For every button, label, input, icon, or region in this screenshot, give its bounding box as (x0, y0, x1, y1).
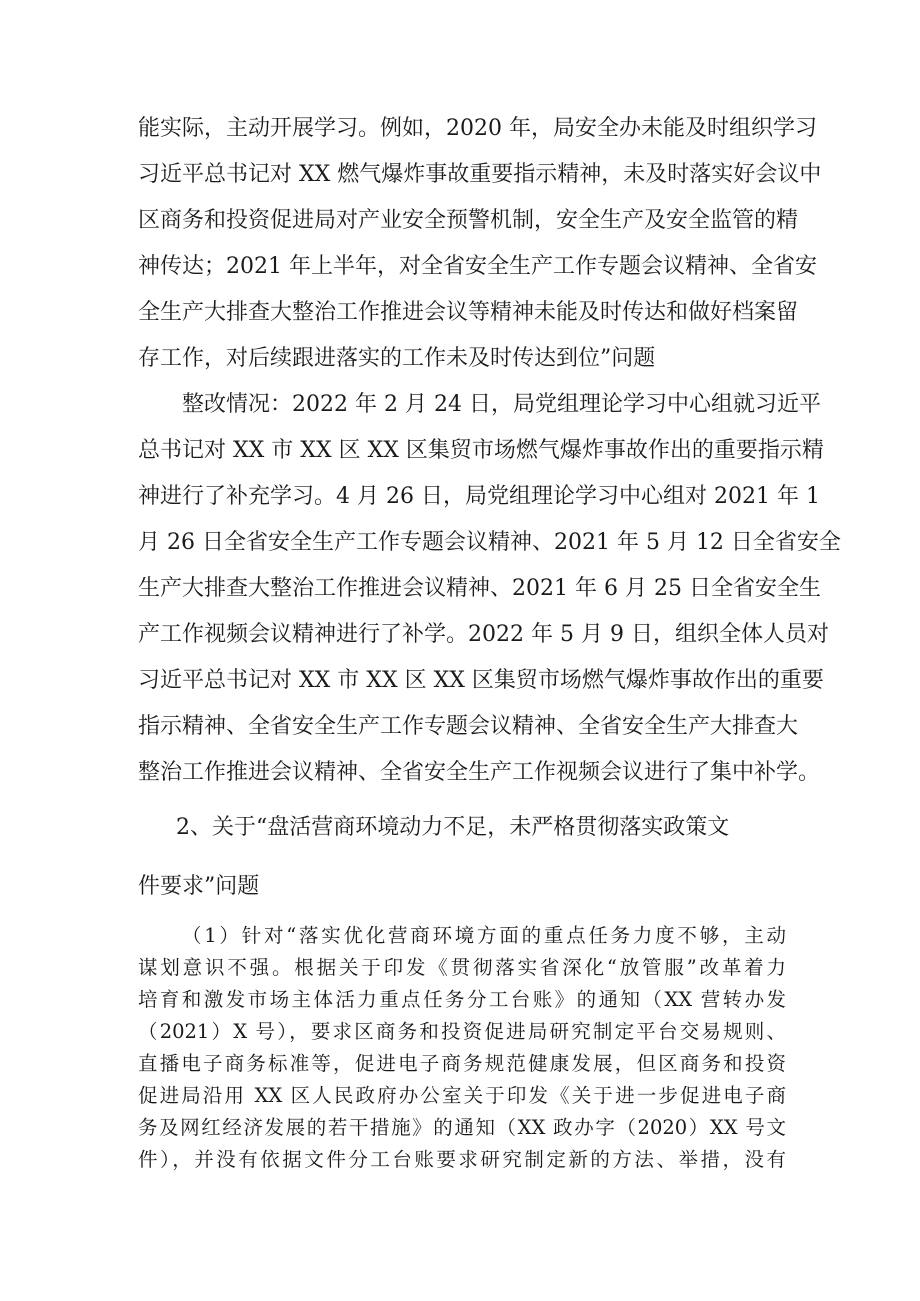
text-line: 神传达；2021 年上半年，对全省安全生产工作专题会议精神、全省安 (138, 254, 817, 279)
text-line: 习近平总书记对 XX 燃气爆炸事故重要指示精神，未及时落实好会议中 (138, 162, 822, 187)
text-line: 区商务和投资促进局对产业安全预警机制，安全生产及安全监管的精 (138, 208, 799, 233)
text-line: 生产大排查大整治工作推进会议精神、2021 年 6 月 25 日全省安全生 (138, 576, 821, 601)
text-line: 谋划意识不强。根据关于印发《贯彻落实省深化“放管服”改革着力 (138, 956, 786, 979)
text-line: 件要求”问题 (138, 874, 260, 899)
text-line: 2、关于“盘活营商环境动力不足，未严格贯彻落实政策文 (176, 815, 730, 840)
text-line: 整治工作推进会议精神、全省安全生产工作视频会议进行了集中补学。 (138, 760, 821, 785)
text-line: 存工作，对后续跟进落实的工作未及时传达到位”问题 (138, 346, 656, 371)
text-line: （2021）X 号），要求区商务和投资促进局研究制定平台交易规则、 (138, 1020, 786, 1043)
text-line: 件），并没有依据文件分工台账要求研究制定新的方法、举措，没有 (138, 1148, 786, 1171)
text-line: 培育和激发市场主体活力重点任务分工台账》的通知（XX 营转办发 (138, 988, 786, 1011)
text-line: 整改情况：2022 年 2 月 24 日，局党组理论学习中心组就习近平 (182, 392, 821, 417)
text-line: 指示精神、全省安全生产工作专题会议精神、全省安全生产大排查大 (138, 714, 799, 739)
text-line: 总书记对 XX 市 XX 区 XX 区集贸市场燃气爆炸事故作出的重要指示精 (138, 438, 824, 463)
text-line: 直播电子商务标准等，促进电子商务规范健康发展，但区商务和投资 (138, 1052, 786, 1075)
text-line: 神进行了补充学习。4 月 26 日，局党组理论学习中心组对 2021 年 1 (138, 484, 820, 509)
text-line: 月 26 日全省安全生产工作专题会议精神、2021 年 5 月 12 日全省安全 (138, 530, 841, 555)
text-line: 产工作视频会议精神进行了补学。2022 年 5 月 9 日，组织全体人员对 (138, 622, 829, 647)
text-line: 习近平总书记对 XX 市 XX 区 XX 区集贸市场燃气爆炸事故作出的重要 (138, 668, 824, 693)
text-line: 务及网红经济发展的若干措施》的通知（XX 政办字（2020）XX 号文 (138, 1116, 786, 1139)
text-line: 全生产大排查大整治工作推进会议等精神未能及时传达和做好档案留 (138, 300, 799, 325)
text-line: （1）针对“落实优化营商环境方面的重点任务力度不够，主动 (182, 924, 786, 947)
text-line: 能实际，主动开展学习。例如，2020 年，局安全办未能及时组织学习 (138, 116, 817, 141)
text-line: 促进局沿用 XX 区人民政府办公室关于印发《关于进一步促进电子商 (138, 1084, 786, 1107)
